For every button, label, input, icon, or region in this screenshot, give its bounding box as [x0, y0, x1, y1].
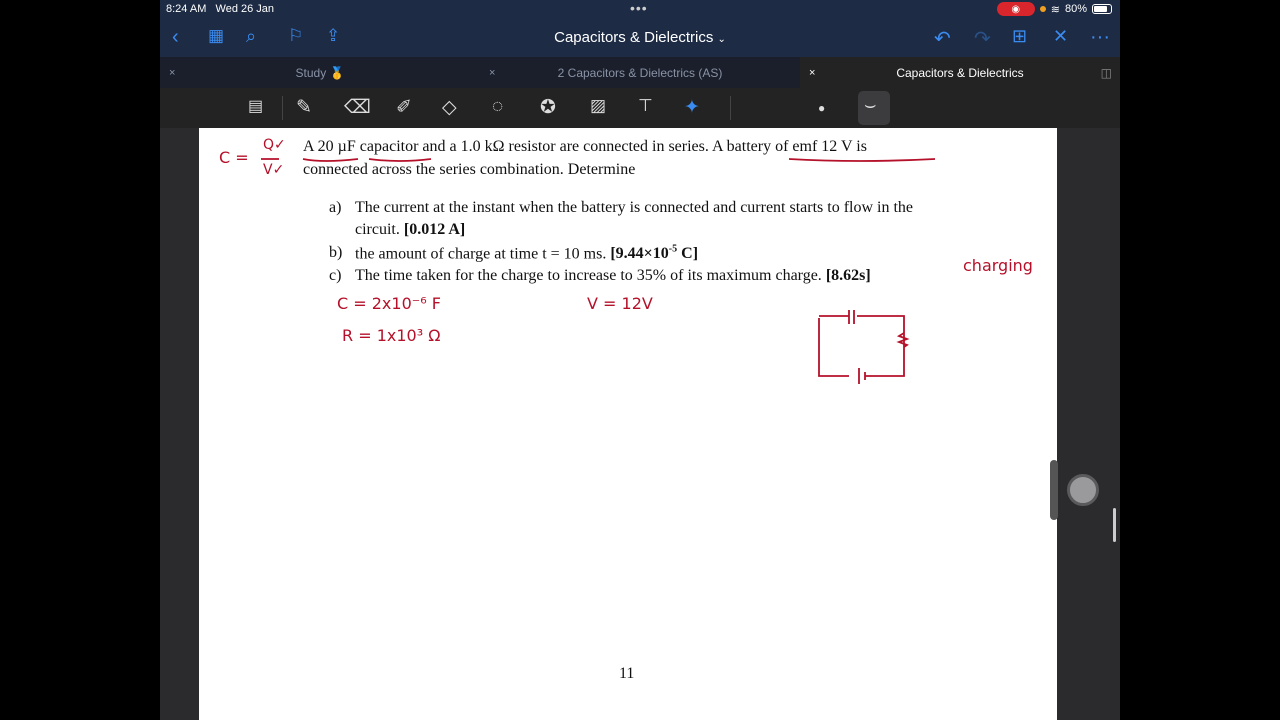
- pen-tool-icon[interactable]: ✎: [296, 97, 312, 118]
- text-tool-icon[interactable]: ⊤: [638, 96, 653, 115]
- question-intro-line2: connected across the series combination. Determine: [303, 161, 636, 178]
- handwritten-r-value: R = 1x10³ Ω: [342, 326, 441, 345]
- notebook-page[interactable]: [199, 128, 1057, 720]
- part-a-label: a): [329, 199, 342, 216]
- handwritten-c-value: C = 2x10⁻⁶ F: [337, 294, 441, 313]
- tool-bar: [160, 88, 1120, 128]
- more-icon[interactable]: ···: [1090, 26, 1110, 48]
- handwritten-v-value: V = 12V: [587, 294, 653, 313]
- part-c-text: The time taken for the charge to increase to 35% of its maximum charge. [8.62s]: [355, 267, 871, 284]
- tab-bar: [160, 57, 1120, 88]
- underline-capacitor: [369, 159, 431, 161]
- read-only-icon[interactable]: ▤: [248, 98, 264, 115]
- undo-icon[interactable]: ↶: [934, 28, 951, 50]
- handwritten-q: Q✓: [263, 137, 286, 153]
- tab-capacitors-as[interactable]: × 2 Capacitors & Dielectrics (AS): [489, 65, 723, 80]
- circuit-diagram: [819, 310, 907, 384]
- underline-20uf: [303, 159, 358, 161]
- close-tab-icon[interactable]: ×: [489, 66, 496, 79]
- status-time: 8:24 AM Wed 26 Jan: [166, 3, 275, 15]
- close-tab-icon[interactable]: ×: [809, 66, 816, 79]
- handwritten-c-equals: C =: [219, 148, 249, 167]
- nav-bar: [160, 20, 1120, 57]
- scrollbar[interactable]: [1113, 508, 1116, 542]
- thumbnails-icon[interactable]: ▦: [208, 26, 225, 45]
- multitasking-dots[interactable]: •••: [630, 0, 648, 16]
- tab-study[interactable]: × Study 🥇: [169, 65, 345, 80]
- battery-percent: 80%: [1064, 3, 1087, 15]
- screen-recording-icon[interactable]: ◉: [997, 2, 1035, 16]
- search-icon[interactable]: ⌕: [246, 26, 257, 46]
- handwritten-charging: charging: [963, 256, 1033, 275]
- handwritten-v: V✓: [263, 162, 285, 178]
- mic-indicator-icon: [1040, 6, 1046, 12]
- back-icon[interactable]: ‹: [172, 26, 179, 48]
- part-c-label: c): [329, 267, 342, 284]
- pen-stroke-icon[interactable]: ⌣: [864, 95, 877, 116]
- assistive-touch-button[interactable]: [1067, 474, 1099, 506]
- laser-pointer-icon[interactable]: ✦: [684, 97, 700, 118]
- part-a-text: The current at the instant when the battery is connected and current starts to flow in the: [355, 199, 914, 216]
- eraser-tool-icon[interactable]: ⌫: [344, 97, 371, 118]
- highlighter-tool-icon[interactable]: ✐: [396, 97, 412, 118]
- wifi-icon: ≋: [1050, 3, 1060, 16]
- split-view-icon[interactable]: ◫: [1100, 65, 1112, 80]
- close-tab-icon[interactable]: ×: [169, 66, 176, 79]
- tab-capacitors-dielectrics[interactable]: × Capacitors & Dielectrics ◫: [800, 57, 1120, 88]
- question-intro-line1: A 20 µF capacitor and a 1.0 kΩ resistor are connected in series. A battery of emf 12 V is: [303, 138, 867, 155]
- share-icon[interactable]: ⇪: [326, 26, 341, 45]
- goodnotes-app: [160, 0, 1120, 720]
- underline-battery: [789, 159, 935, 161]
- pen-size-dot-icon[interactable]: ●: [818, 101, 826, 115]
- handwritten-ink: [199, 128, 1057, 428]
- part-a-line2: circuit. [0.012 A]: [355, 221, 466, 238]
- page-scroll-tab[interactable]: [1050, 460, 1058, 520]
- pen-mode-close-icon[interactable]: ✕: [1053, 26, 1069, 46]
- elements-tool-icon[interactable]: ✪: [540, 97, 556, 118]
- image-tool-icon[interactable]: ▨: [590, 96, 607, 115]
- shapes-tool-icon[interactable]: ◇: [442, 97, 457, 118]
- status-bar: [160, 0, 1120, 20]
- bookmark-icon[interactable]: ⚐: [288, 26, 304, 45]
- part-b-text: the amount of charge at time t = 10 ms. [$9.44\times 10^{-5}$ C]: [355, 244, 699, 263]
- document-title[interactable]: Capacitors & Dielectrics ⌄: [554, 29, 726, 46]
- page-number: 11: [619, 665, 635, 682]
- lasso-tool-icon[interactable]: ◌: [492, 96, 504, 117]
- add-page-icon[interactable]: ⊞: [1012, 26, 1028, 46]
- battery-icon: [1092, 4, 1112, 14]
- redo-icon[interactable]: ↷: [974, 28, 991, 50]
- part-b-label: b): [329, 244, 343, 261]
